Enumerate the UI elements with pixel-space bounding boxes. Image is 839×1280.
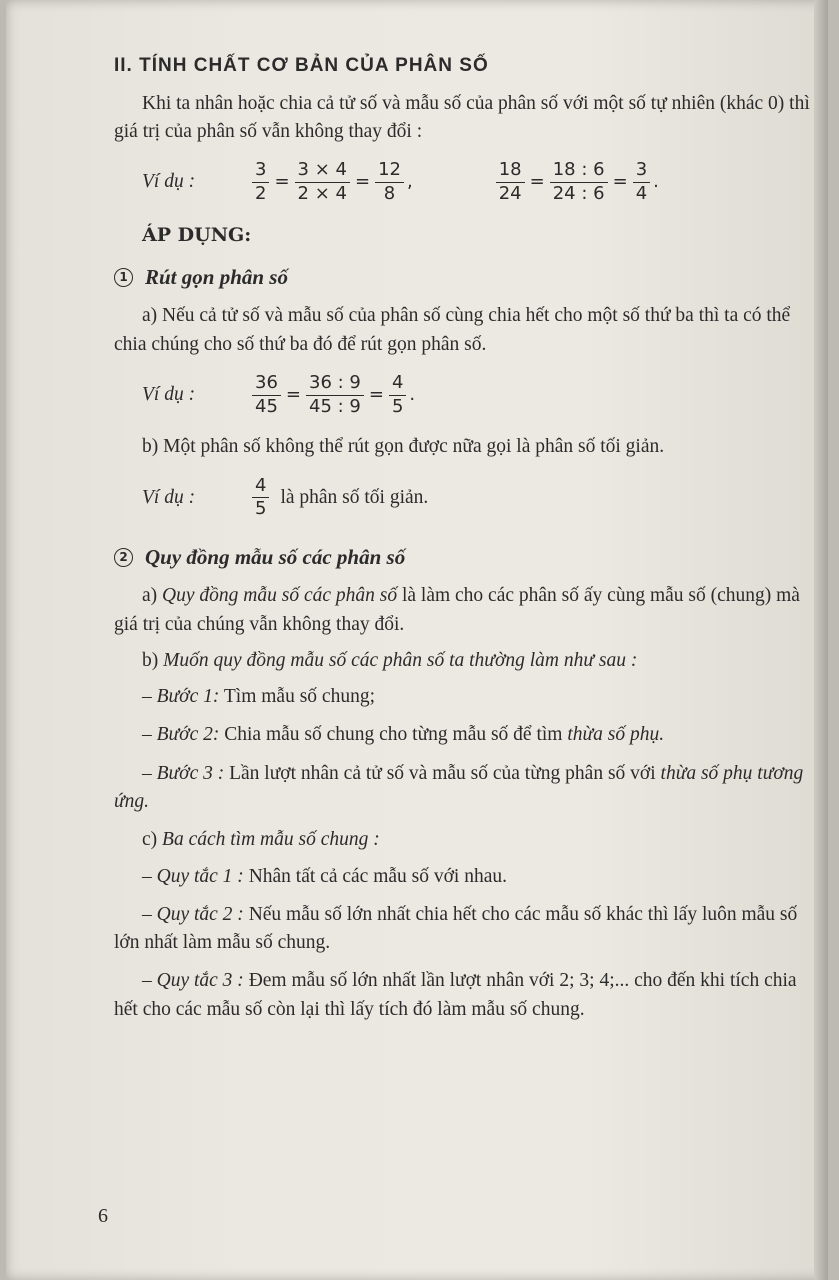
- circled-number-icon: 2: [114, 548, 133, 567]
- item-1-example-math: $\frac{36}{45}$ = $\frac{36 : 9}{45 : 9}$ = $\frac{4}{5}$ .: [249, 373, 415, 417]
- item-1-example-2: [114, 476, 819, 520]
- circled-number-icon: 1: [114, 268, 133, 287]
- example-label: Ví dụ :: [142, 384, 196, 406]
- book-page: [6, 0, 828, 1280]
- example-label: Ví dụ :: [142, 486, 196, 508]
- step-3: – Bước 3 : Lần lượt nhân cả tử số và mẫu số của từng phân số với thừa số phụ tương ứng.: [114, 762, 804, 813]
- page-number: 6: [98, 1205, 108, 1227]
- fraction: $\frac{3 \times 4}{2 \times 4}$: [295, 160, 350, 204]
- item-2-a: a) Quy đồng mẫu số các phân số là làm cho các phân số ấy cùng mẫu số (chung) mà giá trị của chúng vẫn không thay đổi.: [114, 585, 800, 635]
- example-2-math: $\frac{18}{24}$ = $\frac{18 : 6}{24 : 6}$ = $\frac{3}{4}$ .: [493, 160, 659, 204]
- item-2-heading: [114, 542, 819, 572]
- section-title: II. TÍNH CHẤT CƠ BẢN CỦA PHÂN SỐ: [114, 55, 489, 76]
- fraction: $\frac{4}{5}$: [389, 373, 406, 417]
- fraction: $\frac{18}{24}$: [496, 160, 525, 204]
- fraction: $\frac{3}{2}$: [252, 160, 269, 204]
- item-1-b-text: b) Một phân số không thể rút gọn được nữa gọi là phân số tối giản.: [142, 436, 665, 458]
- rule-1: – Quy tắc 1 : Nhân tất cả các mẫu số với nhau.: [142, 865, 507, 887]
- irreducible-text: là phân số tối giản.: [280, 486, 429, 508]
- property-text: Khi ta nhân hoặc chia cả tử số và mẫu số của phân số với một số tự nhiên (khác 0) thì giá trị của phân số vẫn không thay đổi :: [114, 92, 810, 142]
- rule-3: – Quy tắc 3 : Đem mẫu số lớn nhất lần lượt nhân với 2; 3; 4;... cho đến khi tích chia hết cho các mẫu số còn lại thì lấy tích đó làm mẫu số chung.: [114, 970, 797, 1020]
- item-2-b: b) Muốn quy đồng mẫu số các phân số ta thường làm như sau :: [142, 649, 638, 671]
- item-1-heading: [114, 262, 819, 292]
- fraction: $\frac{3}{4}$: [633, 160, 650, 204]
- fraction: $\frac{4}{5}$: [252, 476, 269, 520]
- item-1-example-2-math: [249, 476, 272, 520]
- fraction: $\frac{18 : 6}{24 : 6}$: [550, 160, 608, 204]
- item-1-title: Rút gọn phân số: [145, 265, 288, 289]
- example-label: Ví dụ :: [142, 171, 196, 193]
- apply-heading: ÁP DỤNG:: [142, 224, 252, 247]
- rule-2: – Quy tắc 2 : Nếu mẫu số lớn nhất chia hết cho các mẫu số khác thì lấy luôn mẫu số lớn nhất làm mẫu số chung.: [114, 903, 798, 954]
- fraction: $\frac{36}{45}$: [252, 373, 281, 417]
- item-2-c: c) Ba cách tìm mẫu số chung :: [142, 829, 380, 851]
- page-content: [114, 48, 819, 1034]
- item-1-example: [114, 373, 819, 417]
- step-2: – Bước 2: Chia mẫu số chung cho từng mẫu số để tìm thừa số phụ.: [142, 724, 665, 746]
- fraction: $\frac{12}{8}$: [375, 160, 404, 204]
- property-example: [114, 160, 819, 204]
- item-1-a-text: a) Nếu cả tử số và mẫu số của phân số cùng chia hết cho một số thứ ba thì ta có thể chia chúng cho số thứ ba đó để rút gọn phân số.: [114, 305, 791, 355]
- step-1: – Bước 1: Tìm mẫu số chung;: [142, 686, 375, 708]
- fraction: $\frac{36 : 9}{45 : 9}$: [306, 373, 364, 417]
- item-2-title: Quy đồng mẫu số các phân số: [145, 544, 406, 569]
- example-1-math: $\frac{3}{2}$ = $\frac{3 \times 4}{2 \times 4}$ = $\frac{12}{8}$ ,: [249, 160, 413, 204]
